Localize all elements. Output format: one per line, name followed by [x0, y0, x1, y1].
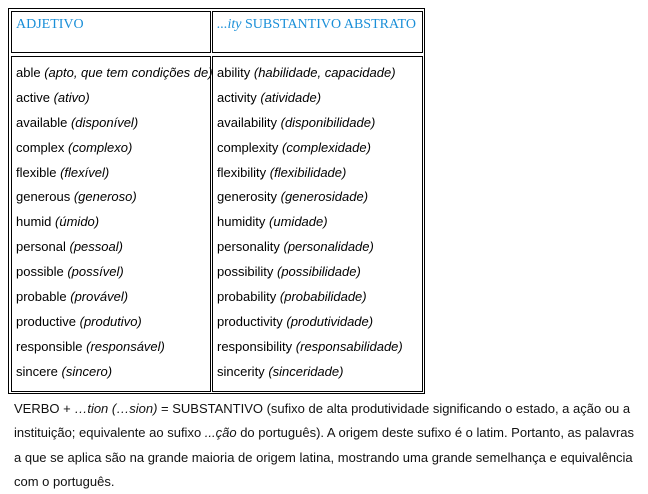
noun-word: possibility — [217, 264, 274, 280]
noun-translation: (possibilidade) — [276, 264, 361, 280]
suffix-explanation-paragraph — [14, 397, 644, 494]
adjective-translation: (generoso) — [73, 189, 137, 205]
adjective-cell — [12, 163, 210, 188]
adjective-cell — [12, 88, 210, 113]
noun-cell — [213, 337, 422, 362]
adjective-word: probable — [16, 289, 67, 305]
adjective-word: productive — [16, 313, 76, 329]
paragraph-part-1: VERBO + — [14, 401, 75, 416]
paragraph-suffix-cao: ...ção — [204, 425, 237, 441]
adjective-translation: (sincero) — [61, 363, 113, 379]
noun-translation: (generosidade) — [280, 189, 369, 205]
adjective-word: humid — [16, 214, 52, 230]
adjective-translation: (úmido) — [55, 214, 100, 230]
adjective-translation: (pessoal) — [69, 239, 123, 255]
noun-cell — [213, 63, 422, 88]
paragraph-suffix-tion: …tion (…sion) — [74, 401, 158, 416]
adjective-word: able — [16, 65, 41, 80]
header-suffix-label: ...ity — [217, 17, 242, 32]
adjective-word: active — [16, 89, 50, 105]
noun-translation: (produtividade) — [286, 313, 374, 329]
noun-word: productivity — [217, 313, 283, 329]
adjective-word: responsible — [16, 338, 83, 354]
adjective-word: flexible — [16, 164, 57, 180]
header-substantivo-label: SUBSTANTIVO ABSTRATO — [241, 17, 416, 32]
noun-word: ability — [217, 65, 251, 80]
noun-word: availability — [217, 114, 277, 130]
noun-cell — [213, 362, 422, 387]
adjective-cell — [12, 113, 210, 138]
noun-translation: (responsabilidade) — [295, 338, 403, 354]
noun-word: sincerity — [217, 363, 265, 379]
noun-translation: (disponibilidade) — [280, 114, 376, 130]
noun-cell — [213, 287, 422, 312]
noun-cell — [213, 88, 422, 113]
noun-cell — [213, 312, 422, 337]
paragraph-part-3: = SUBSTANTIVO (sufixo de alta produtividade significando o estado, a ação ou a instituição; equivalente ao sufixo — [14, 401, 631, 441]
noun-word: flexibility — [217, 164, 267, 180]
adjective-word: available — [16, 114, 68, 130]
adjective-cell — [12, 337, 210, 362]
noun-translation: (atividade) — [260, 89, 322, 105]
adjective-cell — [12, 212, 210, 237]
noun-cell — [213, 138, 422, 163]
adjective-word: complex — [16, 139, 65, 155]
paragraph-part-5: do português). A origem deste sufixo é o latim. Portanto, as palavras a que se aplica são na grande maioria de origem latina, mostrando uma grande semelhança e equivalência com o português. — [14, 425, 635, 489]
adjective-translation: (ativo) — [53, 89, 90, 105]
noun-word: personality — [217, 239, 280, 255]
noun-cell — [213, 113, 422, 138]
adjective-cell — [12, 237, 210, 262]
adjective-translation: (provável) — [70, 289, 129, 305]
adjective-translation: (responsável) — [86, 338, 165, 354]
adjective-translation: (disponível) — [70, 114, 139, 130]
noun-word: complexity — [217, 139, 279, 155]
header-adjetivo-label: ADJETIVO — [16, 17, 84, 32]
noun-translation: (habilidade, capacidade) — [253, 65, 396, 80]
adjective-translation: (complexo) — [68, 139, 133, 155]
noun-column — [212, 56, 423, 392]
noun-translation: (sinceridade) — [268, 363, 344, 379]
noun-word: humidity — [217, 214, 266, 230]
adjective-cell — [12, 287, 210, 312]
header-substantivo — [212, 11, 423, 53]
noun-word: probability — [217, 289, 277, 305]
adjective-translation: (possível) — [67, 264, 124, 280]
noun-translation: (umidade) — [269, 214, 328, 230]
suffix-table — [8, 8, 425, 394]
noun-translation: (probabilidade) — [279, 289, 367, 305]
adjective-word: personal — [16, 239, 66, 255]
noun-word: responsibility — [217, 338, 293, 354]
adjective-translation: (produtivo) — [79, 313, 142, 329]
adjective-translation: (flexível) — [60, 164, 110, 180]
adjective-column — [11, 56, 211, 392]
adjective-cell — [12, 362, 210, 387]
adjective-cell — [12, 312, 210, 337]
noun-translation: (flexibilidade) — [269, 164, 347, 180]
adjective-word: sincere — [16, 363, 58, 379]
noun-translation: (complexidade) — [282, 139, 371, 155]
adjective-word: generous — [16, 189, 71, 205]
noun-word: activity — [217, 89, 257, 105]
adjective-cell — [12, 187, 210, 212]
header-adjetivo — [11, 11, 211, 53]
adjective-cell — [12, 262, 210, 287]
adjective-cell — [12, 138, 210, 163]
noun-cell — [213, 212, 422, 237]
noun-cell — [213, 262, 422, 287]
noun-translation: (personalidade) — [283, 239, 374, 255]
noun-word: generosity — [217, 189, 277, 205]
noun-cell — [213, 163, 422, 188]
adjective-cell — [12, 63, 213, 88]
noun-cell — [213, 237, 422, 262]
adjective-translation: (apto, que tem condições de) — [44, 65, 213, 80]
adjective-word: possible — [16, 264, 64, 280]
noun-cell — [213, 187, 422, 212]
